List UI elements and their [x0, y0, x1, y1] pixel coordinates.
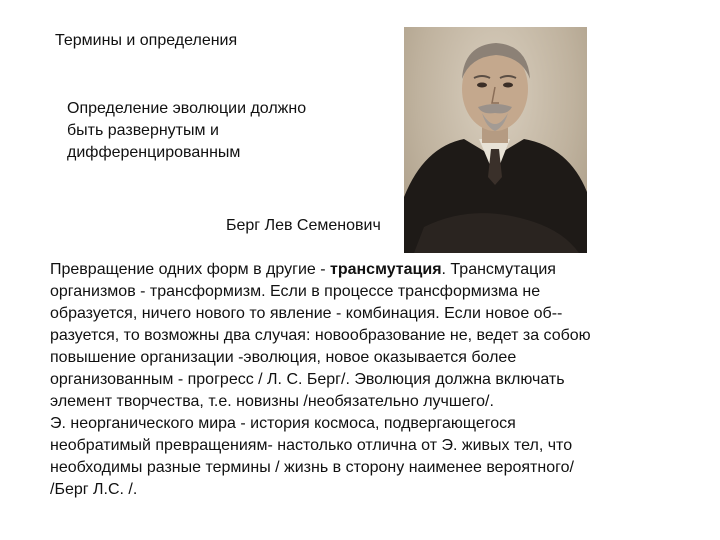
text-line: разуется, то возможны два случая: новообразование не, ведет за собою	[50, 327, 591, 344]
text-line: элемент творчества, т.е. новизны /необязательно лучшего/.	[50, 393, 494, 410]
text-segment: . Трансмутация	[441, 261, 556, 278]
text-line: необходимы разные термины / жизнь в сторону наименее вероятного/	[50, 459, 574, 476]
text-line: повышение организации -эволюция, новое оказывается более	[50, 349, 517, 366]
text-segment: Превращение одних форм в другие -	[50, 261, 330, 278]
text-line: организмов - трансформизм. Если в процессе трансформизма не	[50, 283, 541, 300]
portrait-illustration	[404, 27, 587, 253]
text-line: организованным - прогресс / Л. С. Берг/. Эволюция должна включать	[50, 371, 565, 388]
text-line: образуется, ничего нового то явление - комбинация. Если новое об--	[50, 305, 563, 322]
body-text	[50, 259, 670, 501]
slide-title: Термины и определения	[55, 32, 238, 49]
evolution-definition-note: Определение эволюции должно быть развернутым и дифференцированным	[67, 100, 307, 161]
portrait-caption: Берг Лев Семенович	[226, 217, 381, 234]
text-line	[50, 259, 670, 281]
highlighted-term: трансмутация	[330, 261, 442, 278]
text-line: /Берг Л.С. /.	[50, 481, 138, 498]
portrait-photo	[404, 27, 587, 253]
text-line: Э. неорганического мира - история космоса, подвергающегося	[50, 415, 516, 432]
text-line: необратимый превращениям- настолько отлична от Э. живых тел, что	[50, 437, 573, 454]
